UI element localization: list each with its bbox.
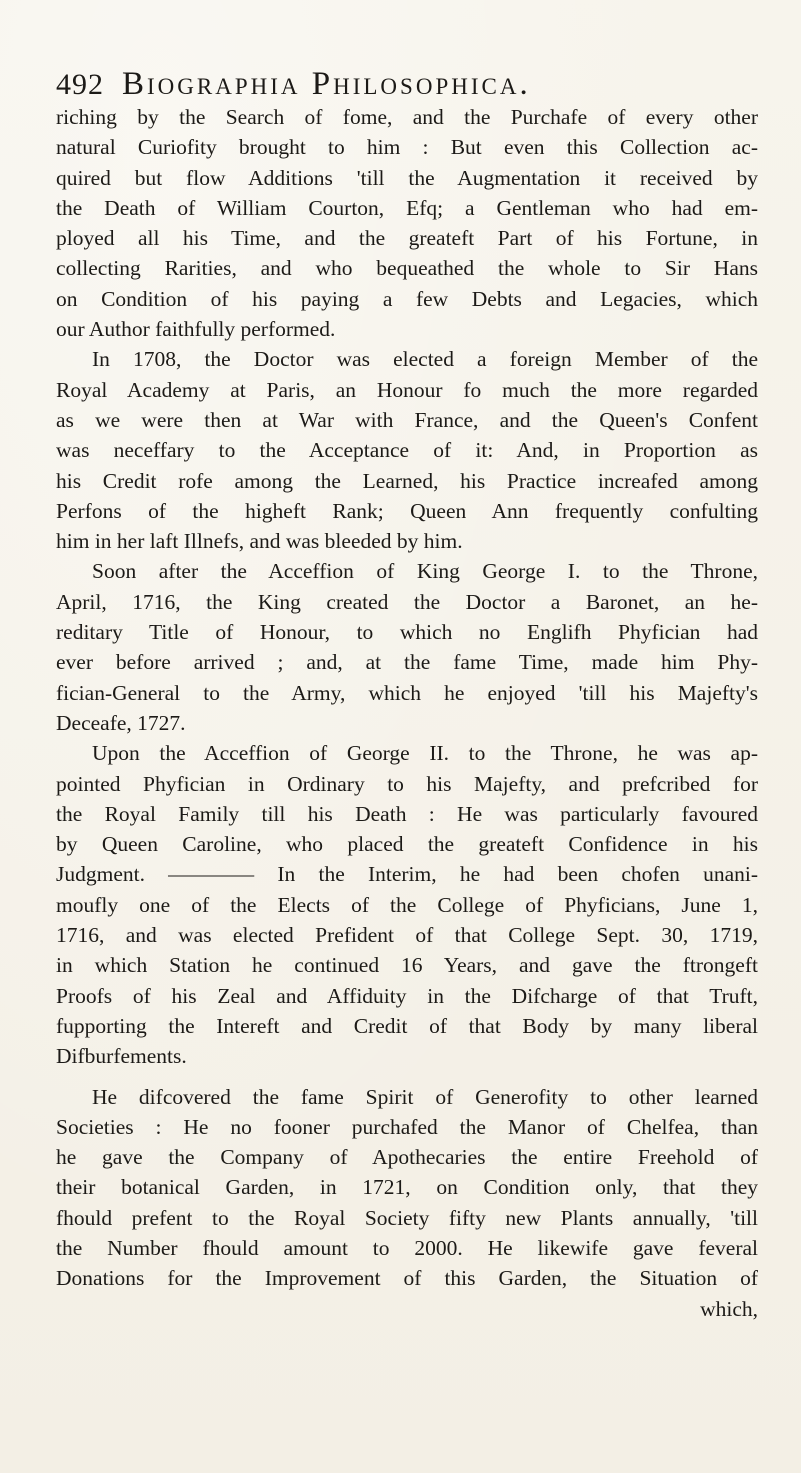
text-line: 1716, and was elected Prefident of that College Sept. 30, 1719, [56,923,758,948]
text-line: the Number fhould amount to 2000. He likewife gave feveral [56,1235,758,1260]
text-line: ever before arrived ; and, at the fame Time, made him Phy- [56,650,758,675]
text-line: Difburfements. [56,1044,187,1069]
text-line: Societies : He no fooner purchafed the Manor of Chelfea, than [56,1114,758,1139]
running-title: Biographia Philosophica. [122,66,531,102]
paragraph-gap [56,1072,758,1082]
text-line: In 1708, the Doctor was elected a foreign Member of the [92,347,758,372]
text-line: fician-General to the Army, which he enjoyed 'till his Majefty's [56,680,758,705]
text-line: April, 1716, the King created the Doctor a Baronet, an he- [56,589,758,614]
text-line: Donations for the Improvement of this Garden, the Situation of [56,1266,758,1291]
text-line: by Queen Caroline, who placed the greateft Confidence in his [56,832,758,857]
text-line: collecting Rarities, and who bequeathed the whole to Sir Hans [56,256,758,281]
text-line: was neceffary to the Acceptance of it: And, in Proportion as [56,438,758,463]
text-line: on Condition of his paying a few Debts and Legacies, which [56,286,758,311]
body-text [56,102,758,1324]
text-line: their botanical Garden, in 1721, on Condition only, that they [56,1175,758,1200]
text-line: Deceafe, 1727. [56,710,186,735]
text-line: moufly one of the Elects of the College of Phyficians, June 1, [56,892,758,917]
text-line: reditary Title of Honour, to which no Englifh Phyfician had [56,620,758,645]
text-line: Upon the Acceffion of George II. to the Throne, he was ap- [92,741,758,766]
text-line: our Author faithfully performed. [56,317,336,342]
text-line: Judgment. ———— In the Interim, he had been chofen unani- [56,862,758,887]
text-line: natural Curiofity brought to him : But even this Collection ac- [56,135,758,160]
text-line: the Death of William Courton, Efq; a Gentleman who had em- [56,195,758,220]
text-line: him in her laft Illnefs, and was bleeded by him. [56,529,463,554]
text-line: the Royal Family till his Death : He was particularly favoured [56,801,758,826]
text-line: fupporting the Intereft and Credit of that Body by many liberal [56,1013,758,1038]
text-line: Proofs of his Zeal and Affiduity in the Difcharge of that Truft, [56,983,758,1008]
page-number: 492 [56,68,104,101]
text-line: pointed Phyfician in Ordinary to his Majefty, and prefcribed for [56,771,758,796]
catchword: which, [700,1296,758,1321]
text-line: quired but flow Additions 'till the Augmentation it received by [56,165,758,190]
text-line: riching by the Search of fome, and the Purchafe of every other [56,105,758,129]
text-line: fhould prefent to the Royal Society fifty new Plants annually, 'till [56,1205,758,1230]
text-line: as we were then at War with France, and the Queen's Confent [56,407,758,432]
text-line: Royal Academy at Paris, an Honour fo much the more regarded [56,377,758,402]
text-line: He difcovered the fame Spirit of Generofity to other learned [92,1084,758,1109]
text-line: in which Station he continued 16 Years, and gave the ftrongeft [56,953,758,978]
text-line: his Credit rofe among the Learned, his Practice increafed among [56,468,758,493]
page-header [56,66,531,103]
text-line: Soon after the Acceffion of King George I. to the Throne, [92,559,758,584]
text-line: ployed all his Time, and the greateft Part of his Fortune, in [56,226,758,251]
text-line: he gave the Company of Apothecaries the entire Freehold of [56,1145,758,1170]
text-line: Perfons of the higheft Rank; Queen Ann frequently confulting [56,498,758,523]
